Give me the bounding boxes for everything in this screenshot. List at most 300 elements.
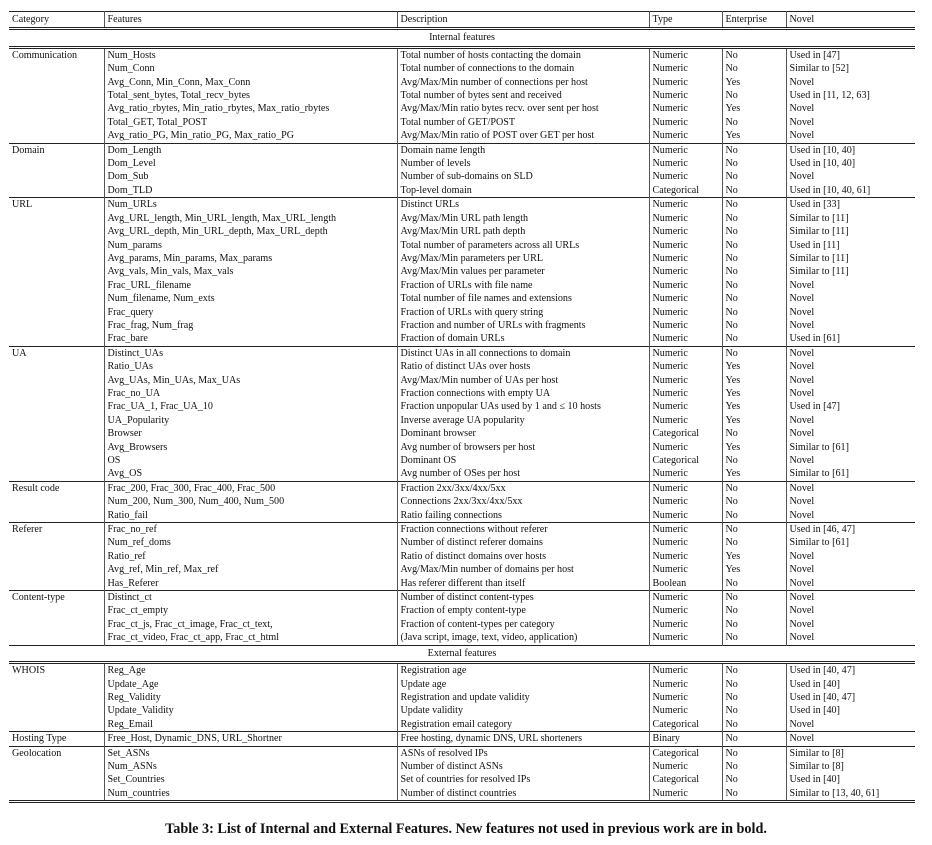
- type-cell: Numeric: [649, 212, 722, 225]
- description-cell: Avg/Max/Min number of UAs per host: [397, 374, 649, 387]
- description-cell: Fraction of URLs with query string: [397, 306, 649, 319]
- table-row: [9, 427, 915, 440]
- enterprise-cell: Yes: [722, 360, 786, 373]
- type-cell: Numeric: [649, 62, 722, 75]
- novel-cell: Used in [40, 47]: [789, 665, 856, 677]
- novel-cell: Novel: [789, 509, 815, 521]
- description-cell: Total number of file names and extensions: [397, 292, 649, 305]
- description-cell: Avg/Max/Min URL path depth: [397, 225, 649, 238]
- table-row: [9, 225, 915, 238]
- category-cell: Content-type: [9, 591, 104, 646]
- table-row: [9, 252, 915, 265]
- enterprise-cell: Yes: [722, 441, 786, 454]
- description-cell: Connections 2xx/3xx/4xx/5xx: [397, 495, 649, 508]
- description-cell: Total number of connections to the domain: [397, 62, 649, 75]
- type-cell: Boolean: [649, 577, 722, 591]
- feature-cell: Frac_ct_empty: [104, 604, 397, 617]
- novel-cell: Similar to [11]: [789, 212, 849, 224]
- table-row: [9, 577, 915, 591]
- table-row: [9, 360, 915, 373]
- type-cell: Numeric: [649, 102, 722, 115]
- table-row: [9, 509, 915, 523]
- enterprise-cell: No: [722, 760, 786, 773]
- type-cell: Numeric: [649, 414, 722, 427]
- description-cell: Number of distinct referer domains: [397, 536, 649, 549]
- novel-cell: Novel: [789, 605, 815, 617]
- feature-cell: Ratio_UAs: [104, 360, 397, 373]
- feature-cell: Avg_Conn, Min_Conn, Max_Conn: [104, 76, 397, 89]
- enterprise-cell: Yes: [722, 387, 786, 400]
- category-cell: Domain: [9, 143, 104, 198]
- novel-cell: Novel: [789, 577, 815, 589]
- novel-cell: Used in [10, 40, 61]: [789, 184, 871, 196]
- type-cell: Numeric: [649, 306, 722, 319]
- table-row: [9, 454, 915, 467]
- category-cell: Communication: [9, 47, 104, 143]
- table-row: [9, 292, 915, 305]
- description-cell: Number of distinct content-types: [397, 591, 649, 605]
- description-cell: Registration email category: [397, 718, 649, 732]
- enterprise-cell: No: [722, 577, 786, 591]
- table-row: [9, 631, 915, 645]
- category-cell: UA: [9, 346, 104, 481]
- table-row: [9, 604, 915, 617]
- description-cell: Avg/Max/Min values per parameter: [397, 265, 649, 278]
- novel-cell: Used in [61]: [789, 333, 840, 345]
- section-header-row: [9, 29, 915, 47]
- enterprise-cell: No: [722, 170, 786, 183]
- section-title: External features: [9, 645, 915, 662]
- table-row: [9, 691, 915, 704]
- description-cell: Number of distinct countries: [397, 787, 649, 802]
- type-cell: Numeric: [649, 239, 722, 252]
- description-cell: Ratio of distinct domains over hosts: [397, 550, 649, 563]
- enterprise-cell: No: [722, 691, 786, 704]
- description-cell: Fraction of content-types per category: [397, 618, 649, 631]
- table-row: [9, 618, 915, 631]
- feature-cell: Num_countries: [104, 787, 397, 802]
- enterprise-cell: Yes: [722, 374, 786, 387]
- enterprise-cell: No: [722, 732, 786, 746]
- feature-cell: Reg_Validity: [104, 691, 397, 704]
- type-cell: Categorical: [649, 184, 722, 198]
- novel-cell: Used in [10, 40]: [789, 158, 856, 170]
- type-cell: Numeric: [649, 441, 722, 454]
- feature-cell: Num_params: [104, 239, 397, 252]
- feature-cell: Browser: [104, 427, 397, 440]
- type-cell: Numeric: [649, 481, 722, 495]
- description-cell: Distinct UAs in all connections to domain: [397, 346, 649, 360]
- description-cell: Fraction connections without referer: [397, 523, 649, 537]
- section-title: Internal features: [9, 29, 915, 47]
- enterprise-cell: No: [722, 212, 786, 225]
- enterprise-cell: No: [722, 184, 786, 198]
- table-row: [9, 157, 915, 170]
- table-row: [9, 89, 915, 102]
- description-cell: Total number of GET/POST: [397, 116, 649, 129]
- enterprise-cell: No: [722, 718, 786, 732]
- novel-cell: Novel: [789, 361, 815, 373]
- feature-cell: Avg_UAs, Min_UAs, Max_UAs: [104, 374, 397, 387]
- enterprise-cell: No: [722, 481, 786, 495]
- novel-cell: Similar to [8]: [786, 746, 915, 760]
- table-row: [9, 441, 915, 454]
- type-cell: Numeric: [649, 360, 722, 373]
- description-cell: Avg/Max/Min number of connections per host: [397, 76, 649, 89]
- description-cell: Registration and update validity: [397, 691, 649, 704]
- table-row: [9, 495, 915, 508]
- type-cell: Numeric: [649, 89, 722, 102]
- type-cell: Numeric: [649, 536, 722, 549]
- novel-cell: Novel: [789, 76, 815, 88]
- header-features: Features: [104, 12, 397, 29]
- feature-cell: Dom_TLD: [104, 184, 397, 198]
- table-row: [9, 62, 915, 75]
- type-cell: Numeric: [649, 787, 722, 802]
- table-row: [9, 591, 915, 605]
- feature-cell: Update_Age: [104, 678, 397, 691]
- novel-cell: Used in [33]: [786, 198, 915, 212]
- table-row: [9, 563, 915, 576]
- table-row: [9, 332, 915, 346]
- table-row: [9, 678, 915, 691]
- enterprise-cell: No: [722, 604, 786, 617]
- enterprise-cell: No: [722, 618, 786, 631]
- section-header-row: [9, 645, 915, 662]
- description-cell: Domain name length: [397, 143, 649, 157]
- table-row: [9, 116, 915, 129]
- type-cell: Numeric: [649, 495, 722, 508]
- type-cell: Numeric: [649, 618, 722, 631]
- novel-cell: Novel: [789, 319, 815, 331]
- novel-cell: Novel: [789, 564, 815, 576]
- table-row: [9, 400, 915, 413]
- enterprise-cell: Yes: [722, 129, 786, 143]
- description-cell: Fraction of domain URLs: [397, 332, 649, 346]
- enterprise-cell: No: [722, 252, 786, 265]
- description-cell: Total number of parameters across all URLs: [397, 239, 649, 252]
- type-cell: Numeric: [649, 374, 722, 387]
- enterprise-cell: No: [722, 292, 786, 305]
- table-row: [9, 170, 915, 183]
- feature-cell: Reg_Email: [104, 718, 397, 732]
- feature-cell: Frac_frag, Num_frag: [104, 319, 397, 332]
- novel-cell: Novel: [786, 591, 915, 605]
- description-cell: Has referer different than itself: [397, 577, 649, 591]
- feature-cell: Avg_params, Min_params, Max_params: [104, 252, 397, 265]
- type-cell: Categorical: [649, 454, 722, 467]
- description-cell: Dominant OS: [397, 454, 649, 467]
- enterprise-cell: No: [722, 143, 786, 157]
- novel-cell: Used in [47]: [789, 49, 840, 61]
- novel-cell: Similar to [11]: [789, 252, 849, 264]
- enterprise-cell: No: [722, 279, 786, 292]
- type-cell: Numeric: [649, 143, 722, 157]
- novel-cell: Similar to [8]: [789, 760, 844, 772]
- novel-cell: Used in [46, 47]: [786, 523, 915, 537]
- novel-cell: Novel: [789, 496, 815, 508]
- novel-cell: Similar to [61]: [789, 468, 849, 480]
- novel-cell: Novel: [786, 346, 915, 360]
- description-cell: Avg/Max/Min ratio of POST over GET per host: [397, 129, 649, 143]
- enterprise-cell: No: [722, 536, 786, 549]
- enterprise-cell: Yes: [722, 550, 786, 563]
- description-cell: Inverse average UA popularity: [397, 414, 649, 427]
- description-cell: Avg/Max/Min parameters per URL: [397, 252, 649, 265]
- feature-cell: Avg_Browsers: [104, 441, 397, 454]
- novel-cell: Novel: [789, 414, 815, 426]
- novel-cell: Novel: [789, 632, 815, 644]
- type-cell: Numeric: [649, 292, 722, 305]
- feature-cell: Free_Host, Dynamic_DNS, URL_Shortner: [104, 732, 397, 746]
- feature-cell: UA_Popularity: [104, 414, 397, 427]
- table-row: [9, 47, 915, 62]
- novel-cell: Used in [10, 40]: [786, 143, 915, 157]
- novel-cell: Novel: [789, 550, 815, 562]
- table-row: [9, 787, 915, 802]
- feature-cell: OS: [104, 454, 397, 467]
- feature-cell: Dom_Length: [104, 143, 397, 157]
- enterprise-cell: No: [722, 239, 786, 252]
- table-row: [9, 550, 915, 563]
- feature-cell: Set_ASNs: [104, 746, 397, 760]
- enterprise-cell: No: [722, 746, 786, 760]
- table-row: [9, 414, 915, 427]
- feature-cell: Distinct_ct: [104, 591, 397, 605]
- description-cell: Top-level domain: [397, 184, 649, 198]
- novel-cell: Novel: [786, 732, 915, 746]
- enterprise-cell: No: [722, 495, 786, 508]
- feature-cell: Frac_no_UA: [104, 387, 397, 400]
- enterprise-cell: No: [722, 704, 786, 717]
- header-type: Type: [649, 12, 722, 29]
- novel-cell: Novel: [789, 103, 815, 115]
- type-cell: Numeric: [649, 604, 722, 617]
- novel-cell: Similar to [11]: [789, 266, 849, 278]
- feature-cell: Distinct_UAs: [104, 346, 397, 360]
- table-row: [9, 239, 915, 252]
- enterprise-cell: No: [722, 332, 786, 346]
- description-cell: Avg number of browsers per host: [397, 441, 649, 454]
- type-cell: Numeric: [649, 170, 722, 183]
- type-cell: Categorical: [649, 718, 722, 732]
- novel-cell: Novel: [789, 387, 815, 399]
- table-row: [9, 523, 915, 537]
- enterprise-cell: No: [722, 427, 786, 440]
- table-row: [9, 718, 915, 732]
- enterprise-cell: No: [722, 157, 786, 170]
- novel-cell: Novel: [789, 130, 815, 142]
- type-cell: Numeric: [649, 129, 722, 143]
- table-row: [9, 102, 915, 115]
- type-cell: Numeric: [649, 704, 722, 717]
- feature-cell: Avg_URL_depth, Min_URL_depth, Max_URL_depth: [104, 225, 397, 238]
- type-cell: Numeric: [649, 332, 722, 346]
- feature-cell: Total_GET, Total_POST: [104, 116, 397, 129]
- feature-cell: Has_Referer: [104, 577, 397, 591]
- table-row: [9, 481, 915, 495]
- type-cell: Categorical: [649, 746, 722, 760]
- category-cell: Referer: [9, 523, 104, 591]
- feature-cell: Frac_ct_video, Frac_ct_app, Frac_ct_html: [104, 631, 397, 645]
- novel-cell: Used in [11, 12, 63]: [789, 90, 870, 102]
- feature-cell: Num_Hosts: [104, 47, 397, 62]
- feature-cell: Frac_URL_filename: [104, 279, 397, 292]
- type-cell: Binary: [649, 732, 722, 746]
- header-description: Description: [397, 12, 649, 29]
- type-cell: Numeric: [649, 47, 722, 62]
- description-cell: Fraction of empty content-type: [397, 604, 649, 617]
- description-cell: Avg/Max/Min number of domains per host: [397, 563, 649, 576]
- description-cell: Distinct URLs: [397, 198, 649, 212]
- type-cell: Numeric: [649, 591, 722, 605]
- type-cell: Numeric: [649, 509, 722, 523]
- enterprise-cell: Yes: [722, 563, 786, 576]
- feature-cell: Dom_Sub: [104, 170, 397, 183]
- type-cell: Numeric: [649, 760, 722, 773]
- novel-cell: Novel: [789, 279, 815, 291]
- feature-cell: Num_URLs: [104, 198, 397, 212]
- feature-cell: Frac_no_ref: [104, 523, 397, 537]
- feature-cell: Num_200, Num_300, Num_400, Num_500: [104, 495, 397, 508]
- description-cell: Avg/Max/Min ratio bytes recv. over sent per host: [397, 102, 649, 115]
- feature-cell: Frac_ct_js, Frac_ct_image, Frac_ct_text,: [104, 618, 397, 631]
- enterprise-cell: No: [722, 198, 786, 212]
- table-body: [9, 29, 915, 802]
- description-cell: Update age: [397, 678, 649, 691]
- feature-cell: Frac_bare: [104, 332, 397, 346]
- enterprise-cell: No: [722, 663, 786, 678]
- type-cell: Numeric: [649, 563, 722, 576]
- novel-cell: Used in [40]: [789, 774, 840, 786]
- description-cell: Total number of bytes sent and received: [397, 89, 649, 102]
- table-row: [9, 76, 915, 89]
- category-cell: Geolocation: [9, 746, 104, 802]
- table-row: [9, 387, 915, 400]
- enterprise-cell: No: [722, 116, 786, 129]
- enterprise-cell: No: [722, 225, 786, 238]
- type-cell: Numeric: [649, 252, 722, 265]
- feature-cell: Avg_vals, Min_vals, Max_vals: [104, 265, 397, 278]
- feature-cell: Frac_200, Frac_300, Frac_400, Frac_500: [104, 481, 397, 495]
- novel-cell: Novel: [789, 306, 815, 318]
- description-cell: Ratio of distinct UAs over hosts: [397, 360, 649, 373]
- description-cell: Number of levels: [397, 157, 649, 170]
- enterprise-cell: Yes: [722, 400, 786, 413]
- enterprise-cell: No: [722, 454, 786, 467]
- description-cell: Total number of hosts contacting the domain: [397, 47, 649, 62]
- description-cell: Dominant browser: [397, 427, 649, 440]
- type-cell: Numeric: [649, 319, 722, 332]
- header-novel: Novel: [786, 12, 915, 29]
- type-cell: Numeric: [649, 523, 722, 537]
- category-cell: URL: [9, 198, 104, 346]
- novel-cell: Novel: [789, 455, 815, 466]
- novel-cell: Similar to [11]: [789, 226, 849, 238]
- description-cell: Fraction unpopular UAs used by 1 and ≤ 10 hosts: [397, 400, 649, 413]
- feature-cell: Num_ref_doms: [104, 536, 397, 549]
- novel-cell: Novel: [789, 374, 815, 386]
- feature-cell: Avg_OS: [104, 467, 397, 481]
- table-row: [9, 198, 915, 212]
- table-row: [9, 467, 915, 481]
- table-row: [9, 663, 915, 678]
- table-row: [9, 773, 915, 786]
- table-row: [9, 212, 915, 225]
- header-category: Category: [9, 12, 104, 29]
- type-cell: Categorical: [649, 427, 722, 440]
- novel-cell: Similar to [61]: [789, 537, 849, 549]
- feature-cell: Num_filename, Num_exts: [104, 292, 397, 305]
- novel-cell: Novel: [789, 293, 815, 305]
- type-cell: Numeric: [649, 279, 722, 292]
- category-cell: Result code: [9, 481, 104, 522]
- description-cell: Fraction of URLs with file name: [397, 279, 649, 292]
- type-cell: Numeric: [649, 631, 722, 645]
- description-cell: (Java script, image, text, video, application): [397, 631, 649, 645]
- enterprise-cell: No: [722, 678, 786, 691]
- enterprise-cell: No: [722, 591, 786, 605]
- type-cell: Numeric: [649, 225, 722, 238]
- type-cell: Numeric: [649, 76, 722, 89]
- description-cell: Avg/Max/Min URL path length: [397, 212, 649, 225]
- type-cell: Numeric: [649, 678, 722, 691]
- novel-cell: Novel: [789, 718, 815, 730]
- enterprise-cell: Yes: [722, 102, 786, 115]
- description-cell: Number of sub-domains on SLD: [397, 170, 649, 183]
- feature-cell: Total_sent_bytes, Total_recv_bytes: [104, 89, 397, 102]
- description-cell: Number of distinct ASNs: [397, 760, 649, 773]
- header-enterprise: Enterprise: [722, 12, 786, 29]
- description-cell: Registration age: [397, 663, 649, 678]
- type-cell: Numeric: [649, 346, 722, 360]
- type-cell: Categorical: [649, 773, 722, 786]
- table-row: [9, 704, 915, 717]
- enterprise-cell: No: [722, 319, 786, 332]
- feature-cell: Avg_ratio_PG, Min_ratio_PG, Max_ratio_PG: [104, 129, 397, 143]
- description-cell: Fraction and number of URLs with fragments: [397, 319, 649, 332]
- feature-cell: Avg_URL_length, Min_URL_length, Max_URL_length: [104, 212, 397, 225]
- feature-cell: Num_ASNs: [104, 760, 397, 773]
- enterprise-cell: Yes: [722, 467, 786, 481]
- table-caption: Table 3: List of Internal and External Features. New features not used in previous work are in bold.: [165, 821, 767, 837]
- enterprise-cell: No: [722, 265, 786, 278]
- table-row: [9, 746, 915, 760]
- type-cell: Numeric: [649, 198, 722, 212]
- feature-cell: Set_Countries: [104, 773, 397, 786]
- enterprise-cell: No: [722, 306, 786, 319]
- feature-cell: Frac_query: [104, 306, 397, 319]
- novel-cell: Novel: [789, 618, 815, 630]
- enterprise-cell: No: [722, 787, 786, 802]
- description-cell: Fraction 2xx/3xx/4xx/5xx: [397, 481, 649, 495]
- table-header-row: [9, 12, 915, 29]
- table-row: [9, 129, 915, 143]
- enterprise-cell: No: [722, 47, 786, 62]
- feature-cell: Ratio_ref: [104, 550, 397, 563]
- novel-cell: Used in [47]: [789, 401, 840, 413]
- feature-cell: Update_Validity: [104, 704, 397, 717]
- feature-cell: Num_Conn: [104, 62, 397, 75]
- description-cell: Fraction connections with empty UA: [397, 387, 649, 400]
- feature-cell: Avg_ratio_rbytes, Min_ratio_rbytes, Max_ratio_rbytes: [104, 102, 397, 115]
- table-row: [9, 760, 915, 773]
- enterprise-cell: Yes: [722, 76, 786, 89]
- novel-cell: Used in [40]: [789, 705, 840, 717]
- feature-cell: Dom_Level: [104, 157, 397, 170]
- table-row: [9, 346, 915, 360]
- novel-cell: Used in [40, 47]: [789, 691, 856, 703]
